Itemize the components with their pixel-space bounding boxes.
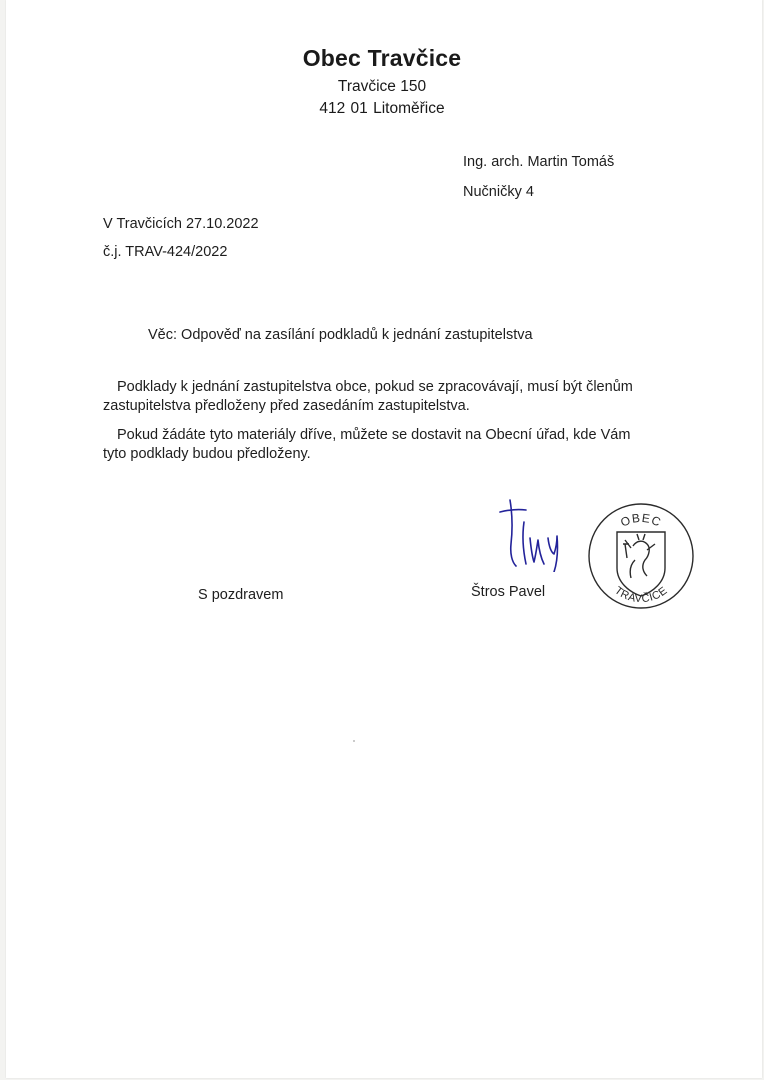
paragraph-1-line-1: Podklady k jednání zastupitelstva obce, pokud se zpracovávají, musí být členům bbox=[117, 379, 633, 395]
letterhead-address-line2: 412 01 Litoměřice bbox=[319, 100, 445, 117]
closing-greeting: S pozdravem bbox=[198, 587, 284, 603]
letterhead-title: Obec Travčice bbox=[302, 45, 462, 71]
stamp-top-text: OBEC bbox=[618, 510, 664, 530]
body-paragraph-1 bbox=[103, 378, 673, 416]
reference-number: č.j. TRAV-424/2022 bbox=[103, 244, 228, 260]
paragraph-2-line-2: tyto podklady budou předloženy. bbox=[103, 446, 311, 462]
paragraph-2-line-1: Pokud žádáte tyto materiály dříve, můžete se dostavit na Obecní úřad, kde Vám bbox=[117, 427, 631, 443]
stamp-bottom-text: TRAVČICE bbox=[612, 584, 670, 606]
svg-text:OBEC bbox=[618, 511, 663, 530]
subject-line: Věc: Odpověď na zasílání podkladů k jednání zastupitelstva bbox=[148, 327, 533, 343]
body-paragraph-2 bbox=[103, 426, 673, 464]
recipient-street: Nučničky 4 bbox=[463, 184, 534, 200]
signer-name: Štros Pavel bbox=[471, 584, 546, 600]
paragraph-1-line-2: zastupitelstva předloženy před zasedáním zastupitelstva. bbox=[103, 398, 470, 414]
handwritten-signature bbox=[496, 492, 566, 572]
municipal-stamp bbox=[585, 500, 697, 612]
scan-speck bbox=[353, 740, 355, 742]
recipient-name: Ing. arch. Martin Tomáš bbox=[463, 154, 615, 170]
svg-text:TRAVČICE bbox=[612, 585, 670, 606]
letterhead-address-line1: Travčice 150 bbox=[337, 78, 427, 95]
place-date: V Travčicích 27.10.2022 bbox=[103, 216, 259, 232]
